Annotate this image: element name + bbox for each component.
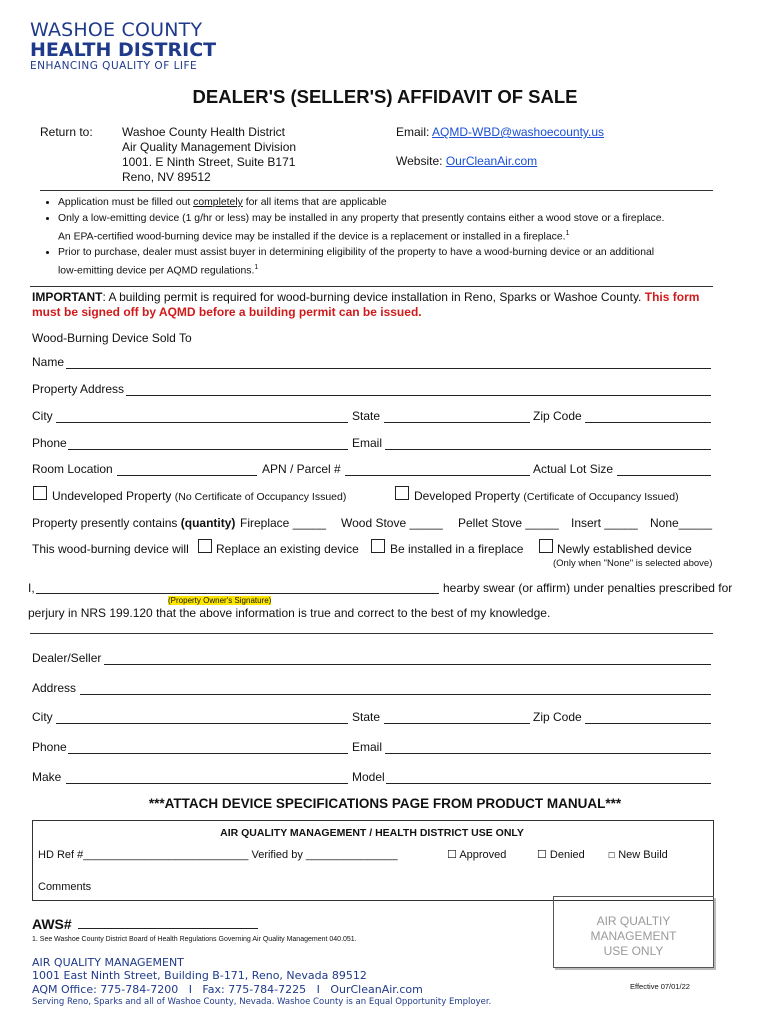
apn-label: APN / Parcel # <box>262 462 341 476</box>
device-will-label: This wood-burning device will <box>32 542 189 556</box>
logo-line-district: HEALTH DISTRICT <box>30 39 217 61</box>
list-item: • Prior to purchase, dealer must assist buyer in determining eligibility of the property to have a wood-burning device or an additional low-emitting device per AQMD regulations.$^1$ <box>58 245 758 279</box>
page-title: DEALER'S (SELLER'S) AFFIDAVIT OF SALE <box>192 86 578 107</box>
dealer-field[interactable] <box>104 664 711 665</box>
dealer-city-field[interactable] <box>56 723 348 724</box>
email-field[interactable] <box>385 449 711 450</box>
footer-contact: AQM Office: 775-784-7200 I Fax: 775-784-7225 I OurCleanAir.com <box>32 983 423 996</box>
zip-label: Zip Code <box>533 409 582 423</box>
lot-size-field[interactable] <box>617 475 711 476</box>
dealer-state-field[interactable] <box>384 723 530 724</box>
return-address-line-3: 1001. E Ninth Street, Suite B171 <box>122 155 296 169</box>
room-location-label: Room Location <box>32 462 113 476</box>
list-item: • Only a low-emitting device (1 g/hr or less) may be installed in any property that presently contains either a wood stove or a fireplace. An EPA-certified wood-burning device may be installed if the device is a replacement or installed in a fireplace.$^1$ <box>58 211 758 245</box>
property-address-field[interactable] <box>126 395 711 396</box>
dealer-zip-field[interactable] <box>585 723 711 724</box>
replace-checkbox[interactable] <box>198 539 212 553</box>
lot-size-label: Actual Lot Size <box>533 462 614 476</box>
make-label: Make <box>32 770 62 784</box>
logo-tagline: ENHANCING QUALITY OF LIFE <box>30 60 198 72</box>
developed-checkbox[interactable] <box>395 486 409 500</box>
dealer-state-label: State <box>352 710 381 724</box>
fireplace-install-checkbox[interactable] <box>371 539 385 553</box>
fireplace-qty[interactable]: Fireplace _____ <box>240 516 327 530</box>
email-contact <box>396 125 604 139</box>
none-qty[interactable]: None_____ <box>650 516 713 530</box>
important-notice: IMPORTANT: A building permit is required for wood-burning device installation in Reno, Sparks or Washoe County. This form must be signed off by AQMD before a building permit can be issued. <box>32 290 700 319</box>
state-field[interactable] <box>384 422 530 423</box>
affirm-line-2: perjury in NRS 199.120 that the above information is true and correct to the best of my knowledge. <box>28 606 551 620</box>
denied-option[interactable]: ☐ Denied <box>537 849 585 861</box>
undeveloped-label: Undeveloped Property (No Certificate of Occupancy Issued) <box>52 489 347 503</box>
email-label: Email: <box>396 125 430 139</box>
comments-label: Comments <box>38 881 92 893</box>
zip-field[interactable] <box>585 422 711 423</box>
aqm-use-only-stamp <box>553 896 714 968</box>
dealer-email-label: Email <box>352 740 383 754</box>
website-contact <box>396 154 537 168</box>
fireplace-install-label: Be installed in a fireplace <box>390 542 524 556</box>
wood-stove-qty[interactable]: Wood Stove _____ <box>341 516 443 530</box>
apn-field[interactable] <box>345 475 530 476</box>
city-label: City <box>32 409 53 423</box>
return-address-line-2: Air Quality Management Division <box>122 140 297 154</box>
footer-address: 1001 East Ninth Street, Building B-171, Reno, Nevada 89512 <box>32 969 367 982</box>
footnote: 1. See Washoe County District Board of Health Regulations Governing Air Quality Management 040.051. <box>32 936 357 943</box>
stamp-line: MANAGEMENT <box>590 929 677 943</box>
property-address-label: Property Address <box>32 382 125 396</box>
developed-label: Developed Property (Certificate of Occupancy Issued) <box>414 489 679 503</box>
stamp-line: USE ONLY <box>603 944 664 958</box>
aws-label: AWS# <box>32 916 72 932</box>
newly-established-label: Newly established device <box>557 542 692 556</box>
footer-tagline: Serving Reno, Sparks and all of Washoe County, Nevada. Washoe County is an Equal Opportunity Employer. <box>32 997 492 1007</box>
effective-date: Effective 07/01/22 <box>630 982 690 991</box>
divider <box>30 286 713 287</box>
footer-org: AIR QUALITY MANAGEMENT <box>32 956 184 969</box>
dealer-address-label: Address <box>32 681 77 695</box>
logo-line-county: WASHOE COUNTY <box>30 19 203 41</box>
aws-field[interactable] <box>78 928 258 929</box>
newly-established-checkbox[interactable] <box>539 539 553 553</box>
list-item: • Application must be filled out completely for all items that are applicable <box>58 195 758 211</box>
hd-ref-verified[interactable]: HD Ref #___________________________ Verified by _______________ <box>38 849 398 861</box>
dealer-phone-label: Phone <box>32 740 67 754</box>
name-field[interactable] <box>66 368 711 369</box>
newly-note: (Only when "None" is selected above) <box>553 558 713 569</box>
dealer-address-field[interactable] <box>80 694 711 695</box>
affirm-suffix: hearby swear (or affirm) under penalties prescribed for <box>443 581 733 595</box>
model-label: Model <box>352 770 385 784</box>
attach-note: ***ATTACH DEVICE SPECIFICATIONS PAGE FROM PRODUCT MANUAL*** <box>148 796 622 811</box>
return-address-line-4: Reno, NV 89512 <box>122 170 211 184</box>
dealer-city-label: City <box>32 710 53 724</box>
make-field[interactable] <box>66 783 348 784</box>
phone-field[interactable] <box>68 449 348 450</box>
instructions-list <box>40 195 758 279</box>
pellet-stove-qty[interactable]: Pellet Stove _____ <box>458 516 559 530</box>
state-label: State <box>352 409 381 423</box>
dealer-label: Dealer/Seller <box>32 651 102 665</box>
office-use-heading: AIR QUALITY MANAGEMENT / HEALTH DISTRICT USE ONLY <box>220 827 524 839</box>
email-link[interactable]: AQMD-WBD@washoecounty.us <box>432 125 605 139</box>
room-location-field[interactable] <box>117 475 257 476</box>
replace-label: Replace an existing device <box>216 542 359 556</box>
phone-label: Phone <box>32 436 67 450</box>
website-link[interactable]: OurCleanAir.com <box>445 154 538 168</box>
new-build-option[interactable]: ☐ New Build <box>608 849 668 861</box>
affirm-prefix: I, <box>28 581 35 595</box>
dealer-phone-field[interactable] <box>68 753 348 754</box>
undeveloped-checkbox[interactable] <box>33 486 47 500</box>
return-address-line-1: Washoe County Health District <box>122 125 285 139</box>
approved-option[interactable]: ☐ Approved <box>447 849 507 861</box>
email-field-label: Email <box>352 436 383 450</box>
insert-qty[interactable]: Insert _____ <box>571 516 638 530</box>
model-field[interactable] <box>386 783 711 784</box>
website-label: Website: <box>396 154 443 168</box>
divider <box>40 190 713 191</box>
signature-label: (Property Owner's Signature) <box>168 596 272 605</box>
owner-signature-field[interactable] <box>36 593 439 594</box>
stamp-line: AIR QUALTIY <box>596 914 671 928</box>
divider <box>30 633 713 634</box>
name-label: Name <box>32 355 65 369</box>
contains-label: Property presently contains (quantity) <box>32 516 236 530</box>
buyer-section-label: Wood-Burning Device Sold To <box>32 331 192 345</box>
return-to-label: Return to: <box>40 125 93 139</box>
dealer-email-field[interactable] <box>385 753 711 754</box>
dealer-zip-label: Zip Code <box>533 710 582 724</box>
city-field[interactable] <box>56 422 348 423</box>
